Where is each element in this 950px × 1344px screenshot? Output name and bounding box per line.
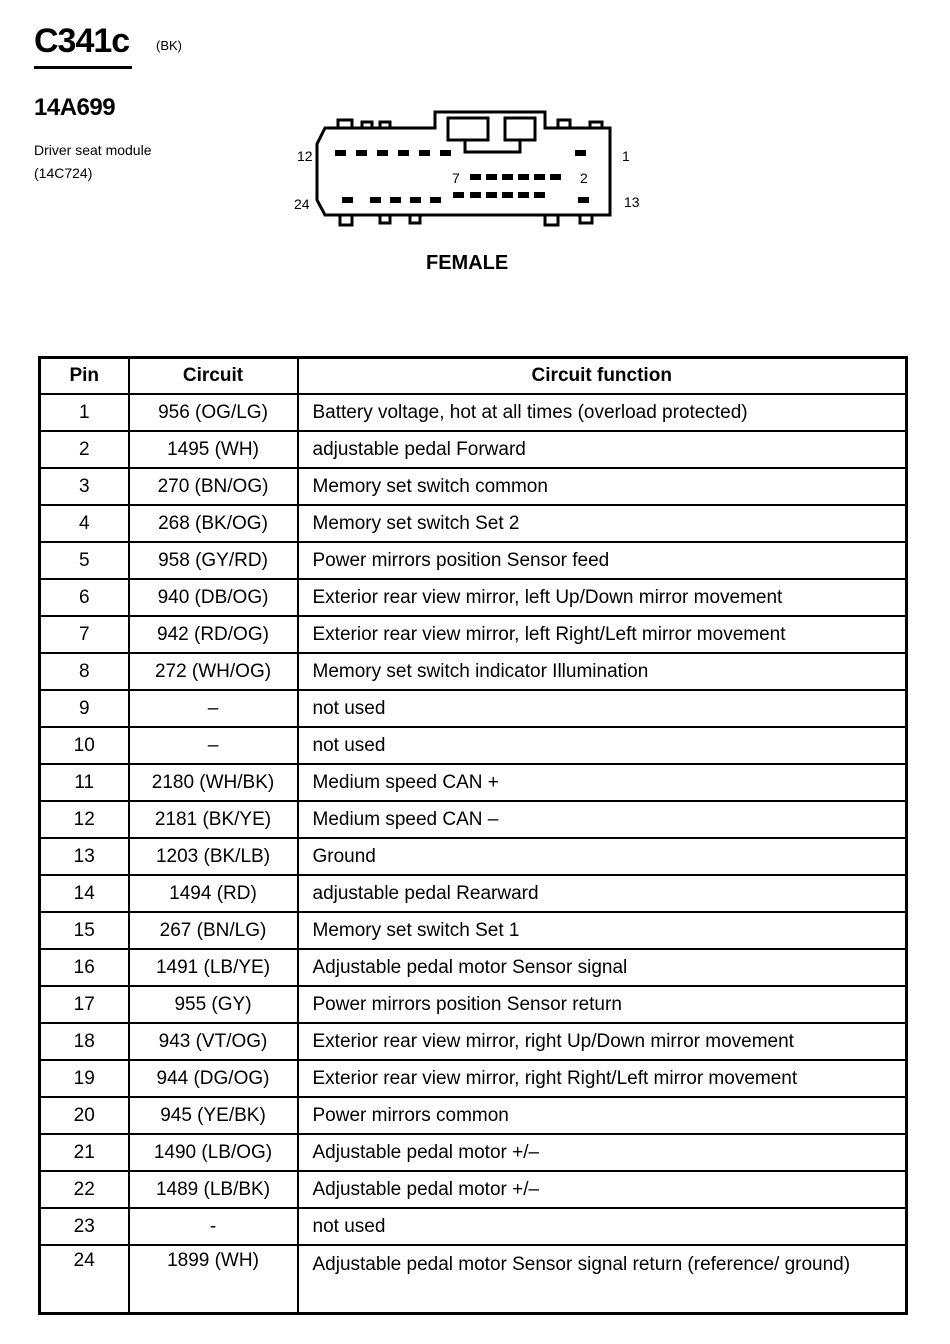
pin-cell: 2: [40, 431, 129, 468]
pin-cell: 12: [40, 801, 129, 838]
table-row: [40, 1134, 907, 1171]
pin-label-13: 13: [624, 194, 640, 210]
pin-label-12: 12: [297, 148, 313, 164]
pin-cell: 14: [40, 875, 129, 912]
function-cell: not used: [298, 1208, 907, 1245]
function-cell: Exterior rear view mirror, left Up/Down mirror movement: [298, 579, 907, 616]
header-pin: Pin: [40, 358, 129, 395]
pin-cell: 4: [40, 505, 129, 542]
circuit-cell: 956 (OG/LG): [129, 394, 298, 431]
table-row: [40, 1097, 907, 1134]
function-cell: Battery voltage, hot at all times (overload protected): [298, 394, 907, 431]
function-cell: Medium speed CAN –: [298, 801, 907, 838]
table-row: [40, 727, 907, 764]
pin-cell: 7: [40, 616, 129, 653]
table-row: [40, 431, 907, 468]
pin-cell: 10: [40, 727, 129, 764]
table-row: [40, 394, 907, 431]
table-row: [40, 838, 907, 875]
table-row: [40, 764, 907, 801]
function-cell: Adjustable pedal motor Sensor signal return (reference/ ground): [298, 1245, 907, 1314]
table-row: [40, 653, 907, 690]
table-header-row: [40, 358, 907, 395]
module-name: Driver seat module: [34, 142, 152, 158]
table-row: [40, 986, 907, 1023]
circuit-cell: 942 (RD/OG): [129, 616, 298, 653]
circuit-cell: 945 (YE/BK): [129, 1097, 298, 1134]
table-row: [40, 690, 907, 727]
table-row: [40, 616, 907, 653]
function-cell: Exterior rear view mirror, right Right/Left mirror movement: [298, 1060, 907, 1097]
pin-cell: 1: [40, 394, 129, 431]
pin-cell: 23: [40, 1208, 129, 1245]
function-cell: Memory set switch Set 1: [298, 912, 907, 949]
circuit-cell: 944 (DG/OG): [129, 1060, 298, 1097]
circuit-cell: 1899 (WH): [129, 1245, 298, 1314]
table-row: [40, 542, 907, 579]
connector-color-code: (BK): [156, 38, 182, 53]
table-row: [40, 875, 907, 912]
part-number: 14A699: [34, 94, 116, 121]
pin-cell: 3: [40, 468, 129, 505]
circuit-cell: 955 (GY): [129, 986, 298, 1023]
function-cell: Medium speed CAN +: [298, 764, 907, 801]
pin-cell: 13: [40, 838, 129, 875]
circuit-cell: 1489 (LB/BK): [129, 1171, 298, 1208]
circuit-cell: 272 (WH/OG): [129, 653, 298, 690]
function-cell: Adjustable pedal motor +/–: [298, 1134, 907, 1171]
connector-face-diagram: [290, 100, 630, 240]
circuit-cell: 1491 (LB/YE): [129, 949, 298, 986]
pin-cell: 9: [40, 690, 129, 727]
circuit-cell: 268 (BK/OG): [129, 505, 298, 542]
pinout-table: [38, 356, 908, 1315]
table-row: [40, 579, 907, 616]
circuit-cell: 267 (BN/LG): [129, 912, 298, 949]
function-cell: Power mirrors common: [298, 1097, 907, 1134]
pin-label-2: 2: [580, 170, 588, 186]
pin-label-7: 7: [452, 170, 460, 186]
header-circuit: Circuit: [129, 358, 298, 395]
function-cell: Power mirrors position Sensor return: [298, 986, 907, 1023]
table-row: [40, 468, 907, 505]
circuit-cell: 1490 (LB/OG): [129, 1134, 298, 1171]
pin-cell: 5: [40, 542, 129, 579]
title-underline: [34, 66, 132, 69]
function-cell: adjustable pedal Rearward: [298, 875, 907, 912]
circuit-cell: 1495 (WH): [129, 431, 298, 468]
circuit-cell: 2180 (WH/BK): [129, 764, 298, 801]
circuit-cell: –: [129, 690, 298, 727]
table-row: [40, 801, 907, 838]
pin-cell: 11: [40, 764, 129, 801]
pin-cell: 21: [40, 1134, 129, 1171]
function-cell: Adjustable pedal motor Sensor signal: [298, 949, 907, 986]
module-code: (14C724): [34, 165, 93, 181]
table-row: [40, 1208, 907, 1245]
pin-cell: 15: [40, 912, 129, 949]
circuit-cell: 2181 (BK/YE): [129, 801, 298, 838]
table-row: [40, 1023, 907, 1060]
pin-cell: 16: [40, 949, 129, 986]
circuit-cell: -: [129, 1208, 298, 1245]
table-row: [40, 949, 907, 986]
function-cell: Adjustable pedal motor +/–: [298, 1171, 907, 1208]
circuit-cell: 1203 (BK/LB): [129, 838, 298, 875]
pin-cell: 17: [40, 986, 129, 1023]
pin-label-1: 1: [622, 148, 630, 164]
circuit-cell: 270 (BN/OG): [129, 468, 298, 505]
pin-cell: 18: [40, 1023, 129, 1060]
table-row: [40, 505, 907, 542]
function-cell: Memory set switch indicator Illumination: [298, 653, 907, 690]
circuit-cell: 1494 (RD): [129, 875, 298, 912]
circuit-cell: –: [129, 727, 298, 764]
circuit-cell: 943 (VT/OG): [129, 1023, 298, 1060]
connector-gender-label: FEMALE: [426, 252, 509, 274]
pin-cell: 8: [40, 653, 129, 690]
function-cell: Memory set switch common: [298, 468, 907, 505]
function-cell: Exterior rear view mirror, left Right/Left mirror movement: [298, 616, 907, 653]
function-cell: Exterior rear view mirror, right Up/Down mirror movement: [298, 1023, 907, 1060]
circuit-cell: 940 (DB/OG): [129, 579, 298, 616]
pin-cell: 22: [40, 1171, 129, 1208]
pin-label-24: 24: [294, 196, 310, 212]
pin-cell: 24: [40, 1245, 129, 1314]
table-row: [40, 1245, 907, 1314]
header-circuit-function: Circuit function: [298, 358, 907, 395]
pin-cell: 6: [40, 579, 129, 616]
table-row: [40, 1060, 907, 1097]
pin-cell: 20: [40, 1097, 129, 1134]
function-cell: Power mirrors position Sensor feed: [298, 542, 907, 579]
pin-cell: 19: [40, 1060, 129, 1097]
table-row: [40, 1171, 907, 1208]
function-cell: Ground: [298, 838, 907, 875]
function-cell: adjustable pedal Forward: [298, 431, 907, 468]
connector-id: C341c: [34, 22, 130, 60]
circuit-cell: 958 (GY/RD): [129, 542, 298, 579]
function-cell: not used: [298, 690, 907, 727]
function-cell: Memory set switch Set 2: [298, 505, 907, 542]
function-cell: not used: [298, 727, 907, 764]
table-row: [40, 912, 907, 949]
